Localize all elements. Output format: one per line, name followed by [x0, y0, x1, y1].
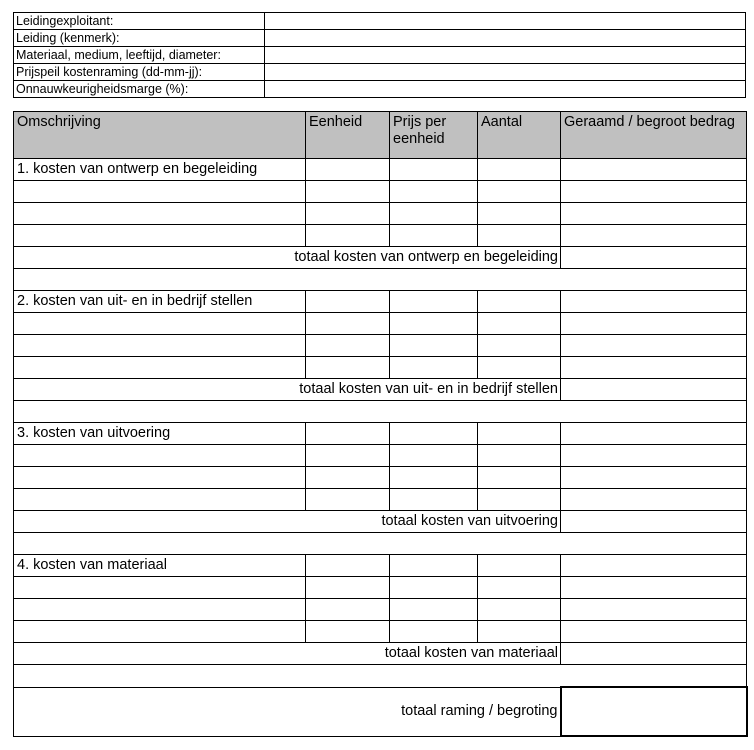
info-value-cell[interactable] [265, 47, 746, 64]
input-cell[interactable] [478, 489, 561, 511]
section-title-row [14, 423, 747, 445]
input-cell[interactable] [561, 291, 747, 313]
header-info-table [13, 12, 746, 98]
input-cell[interactable] [390, 313, 478, 335]
input-cell[interactable] [14, 313, 306, 335]
section-title-row [14, 291, 747, 313]
input-cell[interactable] [390, 445, 478, 467]
input-cell[interactable] [478, 621, 561, 643]
info-row [14, 13, 746, 30]
column-header-bedrag: Geraamd / begroot bedrag [561, 112, 747, 159]
info-label: Materiaal, medium, leeftijd, diameter: [14, 47, 265, 64]
line-item-row [14, 335, 747, 357]
info-value-cell[interactable] [265, 81, 746, 98]
input-cell[interactable] [478, 423, 561, 445]
input-cell[interactable] [306, 181, 390, 203]
column-header-prijs-per-eenheid: Prijs per eenheid [390, 112, 478, 159]
input-cell[interactable] [14, 335, 306, 357]
input-cell[interactable] [561, 357, 747, 379]
input-cell[interactable] [306, 555, 390, 577]
section-total-label: totaal kosten van uitvoering [14, 511, 561, 533]
input-cell[interactable] [561, 313, 747, 335]
input-cell[interactable] [561, 335, 747, 357]
input-cell[interactable] [390, 291, 478, 313]
input-cell[interactable] [561, 225, 747, 247]
section-total-label: totaal kosten van uit- en in bedrijf stellen [14, 379, 561, 401]
input-cell[interactable] [561, 555, 747, 577]
info-value-cell[interactable] [265, 30, 746, 47]
info-row [14, 64, 746, 81]
input-cell[interactable] [478, 599, 561, 621]
input-cell[interactable] [478, 203, 561, 225]
cost-estimate-table [13, 111, 748, 737]
section-total-row [14, 643, 747, 665]
input-cell[interactable] [478, 445, 561, 467]
input-cell[interactable] [561, 181, 747, 203]
column-header-eenheid: Eenheid [306, 112, 390, 159]
spacer-row [14, 665, 747, 688]
input-cell[interactable] [390, 467, 478, 489]
input-cell[interactable] [478, 313, 561, 335]
section-title[interactable]: 2. kosten van uit- en in bedrijf stellen [14, 291, 306, 313]
section-total-value[interactable] [561, 379, 747, 401]
spacer-cell [14, 401, 747, 423]
input-cell[interactable] [306, 621, 390, 643]
input-cell[interactable] [561, 467, 747, 489]
section-title[interactable]: 4. kosten van materiaal [14, 555, 306, 577]
spacer-row [14, 401, 747, 423]
input-cell[interactable] [306, 489, 390, 511]
input-cell[interactable] [561, 489, 747, 511]
input-cell[interactable] [306, 467, 390, 489]
input-cell[interactable] [390, 159, 478, 181]
input-cell[interactable] [478, 357, 561, 379]
input-cell[interactable] [14, 599, 306, 621]
spacer-cell [14, 533, 747, 555]
input-cell[interactable] [478, 225, 561, 247]
input-cell[interactable] [390, 489, 478, 511]
input-cell[interactable] [478, 467, 561, 489]
column-header-omschrijving: Omschrijving [14, 112, 306, 159]
grand-total-label: totaal raming / begroting [14, 687, 561, 736]
column-header-aantal: Aantal [478, 112, 561, 159]
input-cell[interactable] [306, 313, 390, 335]
input-cell[interactable] [561, 599, 747, 621]
input-cell[interactable] [14, 621, 306, 643]
input-cell[interactable] [390, 599, 478, 621]
input-cell[interactable] [478, 159, 561, 181]
input-cell[interactable] [14, 467, 306, 489]
input-cell[interactable] [14, 445, 306, 467]
input-cell[interactable] [390, 225, 478, 247]
section-total-row [14, 247, 747, 269]
input-cell[interactable] [14, 577, 306, 599]
line-item-row [14, 225, 747, 247]
grand-total-row [14, 687, 747, 736]
input-cell[interactable] [390, 181, 478, 203]
info-value-cell[interactable] [265, 13, 746, 30]
line-item-row [14, 445, 747, 467]
input-cell[interactable] [390, 577, 478, 599]
input-cell[interactable] [478, 577, 561, 599]
input-cell[interactable] [478, 555, 561, 577]
input-cell[interactable] [561, 423, 747, 445]
input-cell[interactable] [478, 181, 561, 203]
input-cell[interactable] [478, 335, 561, 357]
info-label: Onnauwkeurigheidsmarge (%): [14, 81, 265, 98]
section-total-value[interactable] [561, 247, 747, 269]
line-item-row [14, 489, 747, 511]
spacer-row [14, 269, 747, 291]
line-item-row [14, 203, 747, 225]
input-cell[interactable] [306, 445, 390, 467]
spacer-cell [14, 665, 747, 688]
section-title-row [14, 555, 747, 577]
input-cell[interactable] [14, 489, 306, 511]
input-cell[interactable] [478, 291, 561, 313]
input-cell[interactable] [561, 621, 747, 643]
spacer-cell [14, 269, 747, 291]
line-item-row [14, 621, 747, 643]
input-cell[interactable] [306, 357, 390, 379]
input-cell[interactable] [390, 203, 478, 225]
input-cell[interactable] [306, 423, 390, 445]
info-row [14, 81, 746, 98]
input-cell[interactable] [306, 577, 390, 599]
info-value-cell[interactable] [265, 64, 746, 81]
column-header-row [14, 112, 747, 159]
input-cell[interactable] [390, 555, 478, 577]
info-label: Leidingexploitant: [14, 13, 265, 30]
line-item-row [14, 357, 747, 379]
line-item-row [14, 577, 747, 599]
section-title-row [14, 159, 747, 181]
input-cell[interactable] [390, 357, 478, 379]
line-item-row [14, 599, 747, 621]
input-cell[interactable] [306, 335, 390, 357]
input-cell[interactable] [306, 203, 390, 225]
input-cell[interactable] [306, 291, 390, 313]
input-cell[interactable] [14, 203, 306, 225]
info-label: Leiding (kenmerk): [14, 30, 265, 47]
input-cell[interactable] [306, 599, 390, 621]
spacer-row [14, 533, 747, 555]
input-cell[interactable] [561, 203, 747, 225]
input-cell[interactable] [561, 159, 747, 181]
line-item-row [14, 467, 747, 489]
info-row [14, 47, 746, 64]
section-total-value[interactable] [561, 643, 747, 665]
section-total-value[interactable] [561, 511, 747, 533]
section-total-label: totaal kosten van materiaal [14, 643, 561, 665]
info-row [14, 30, 746, 47]
input-cell[interactable] [561, 445, 747, 467]
line-item-row [14, 313, 747, 335]
input-cell[interactable] [14, 225, 306, 247]
section-title[interactable]: 1. kosten van ontwerp en begeleiding [14, 159, 306, 181]
input-cell[interactable] [306, 225, 390, 247]
section-total-row [14, 511, 747, 533]
section-total-label: totaal kosten van ontwerp en begeleiding [14, 247, 561, 269]
input-cell[interactable] [390, 621, 478, 643]
line-item-row [14, 181, 747, 203]
input-cell[interactable] [390, 423, 478, 445]
input-cell[interactable] [14, 181, 306, 203]
input-cell[interactable] [14, 357, 306, 379]
input-cell[interactable] [390, 335, 478, 357]
section-total-row [14, 379, 747, 401]
grand-total-value[interactable] [561, 687, 747, 736]
input-cell[interactable] [561, 577, 747, 599]
section-title[interactable]: 3. kosten van uitvoering [14, 423, 306, 445]
info-label: Prijspeil kostenraming (dd-mm-jj): [14, 64, 265, 81]
input-cell[interactable] [306, 159, 390, 181]
